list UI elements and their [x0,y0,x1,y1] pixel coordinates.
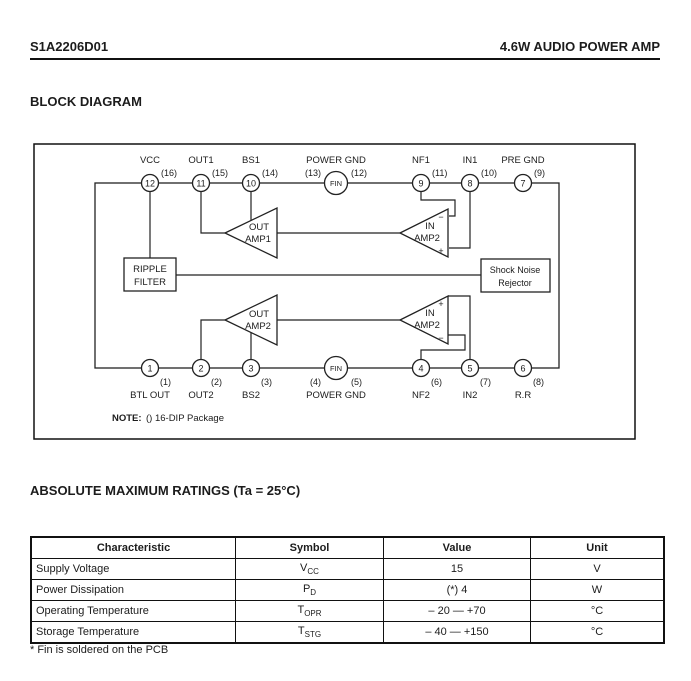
symbol-base: T [297,603,305,616]
value-cell: – 20 — +70 [384,601,531,622]
pin-dip-number: (14) [262,168,279,178]
pin-dip-number: (11) [432,168,448,178]
section-title-block-diagram: BLOCK DIAGRAM [30,94,142,109]
pin-dip-number: (2) [211,377,222,387]
pin-label: OUT1 [188,155,214,166]
pin-dip-number: (3) [261,377,272,387]
in-amp2-top-label: IN [425,221,435,232]
note-label: NOTE: [112,413,142,424]
out-amp2-label: OUT [248,309,270,320]
pin-label: PRE GND [501,155,545,166]
pin-dip-number: (7) [480,377,491,387]
table-row [31,601,664,622]
minus-sign: − [438,212,444,222]
part-number: S1A2206D01 [30,39,109,54]
in-amp2-bot-label: IN [425,308,435,319]
pin-number: FIN [329,364,343,373]
col-header-characteristic: Characteristic [31,537,236,559]
pin-number: 8 [467,178,473,189]
plus-sign: + [438,246,444,256]
pin-number: 12 [144,178,156,189]
table-footnote: * Fin is soldered on the PCB [30,644,169,656]
symbol-base: V [300,561,308,574]
pin-label: NF1 [412,155,430,166]
pin-dip-number: (6) [431,377,442,387]
pin-label: BS2 [242,390,260,401]
pin-label: BTL OUT [130,390,170,401]
unit-cell: °C [531,622,665,644]
pin-number: 4 [418,363,424,374]
symbol-cell [236,580,384,601]
out-amp1-label: OUT [248,222,270,233]
col-header-symbol: Symbol [236,537,384,559]
table-header-row [31,537,664,559]
pin-label: OUT2 [188,390,214,401]
block-diagram [33,143,636,440]
pin-number: 10 [245,178,257,189]
unit-cell: °C [531,601,665,622]
symbol-subscript: OPR [304,609,322,619]
pin-dip-number: (13) [304,168,321,178]
characteristic-cell: Power Dissipation [31,580,236,601]
bottom-pin-row [130,357,544,402]
value-cell: – 40 — +150 [384,622,531,644]
abs-max-ratings-table [30,536,665,644]
unit-cell: V [531,559,665,580]
symbol-cell [236,559,384,580]
pin-label: BS1 [242,155,260,166]
pin-dip-number: (8) [533,377,544,387]
pin-number: 3 [248,363,254,374]
pin-number: 7 [520,178,526,189]
pin-dip-number: (16) [161,168,178,178]
pin-dip-number: (12) [351,168,368,178]
pin-label: IN2 [462,390,478,401]
value-cell: 15 [384,559,531,580]
pin-number: 1 [147,363,153,374]
top-pin-row [140,155,545,195]
pin-number: 6 [520,363,526,374]
characteristic-cell: Operating Temperature [31,601,236,622]
in-amp2-top-label: AMP2 [414,233,440,244]
pin-number: 2 [198,363,204,374]
note-text: () 16-DIP Package [146,413,224,424]
symbol-subscript: D [310,588,317,598]
col-header-value: Value [384,537,531,559]
in-amp2-bot-label: AMP2 [414,320,440,331]
pin-label: VCC [139,155,161,166]
symbol-subscript: CC [307,567,319,577]
pin-label: POWER GND [306,155,366,166]
pin-label: IN1 [462,155,478,166]
symbol-cell [236,601,384,622]
table-row [31,559,664,580]
value-cell: (*) 4 [384,580,531,601]
out-amp2-label: AMP2 [245,321,271,332]
pin-number: 11 [196,178,206,189]
characteristic-cell: Supply Voltage [31,559,236,580]
unit-cell: W [531,580,665,601]
wire [201,191,225,233]
out-amp1-label: AMP1 [245,234,271,245]
symbol-subscript: STG [304,630,322,640]
characteristic-cell: Storage Temperature [31,622,236,644]
wire [201,320,225,360]
shock-noise-label: Rejector [498,278,532,288]
pin-number: FIN [329,179,343,188]
ripple-filter-label: RIPPLE [133,264,167,275]
header-rule [30,58,660,60]
ripple-filter-label: FILTER [133,277,167,288]
pin-dip-number: (1) [160,377,171,387]
pin-label: NF2 [412,390,430,401]
symbol-cell [236,622,384,644]
symbol-base: T [297,624,305,637]
table-row [31,580,664,601]
shock-noise-label: Shock Noise [489,265,541,275]
pin-dip-number: (9) [534,168,545,178]
pin-number: 9 [418,178,424,189]
symbol-base: P [302,582,311,595]
section-title-abs-max: ABSOLUTE MAXIMUM RATINGS (Ta = 25°C) [30,483,301,498]
minus-sign: − [438,333,444,343]
page-title: 4.6W AUDIO POWER AMP [499,39,660,54]
pin-dip-number: (5) [351,377,362,387]
pin-number: 5 [467,363,473,374]
col-header-unit: Unit [531,537,665,559]
pin-dip-number: (10) [481,168,498,178]
pin-label: POWER GND [306,390,366,401]
table-row [31,622,664,644]
pin-dip-number: (4) [310,377,321,387]
plus-sign: + [438,299,444,309]
pin-dip-number: (15) [212,168,229,178]
pin-label: R.R [514,390,532,401]
